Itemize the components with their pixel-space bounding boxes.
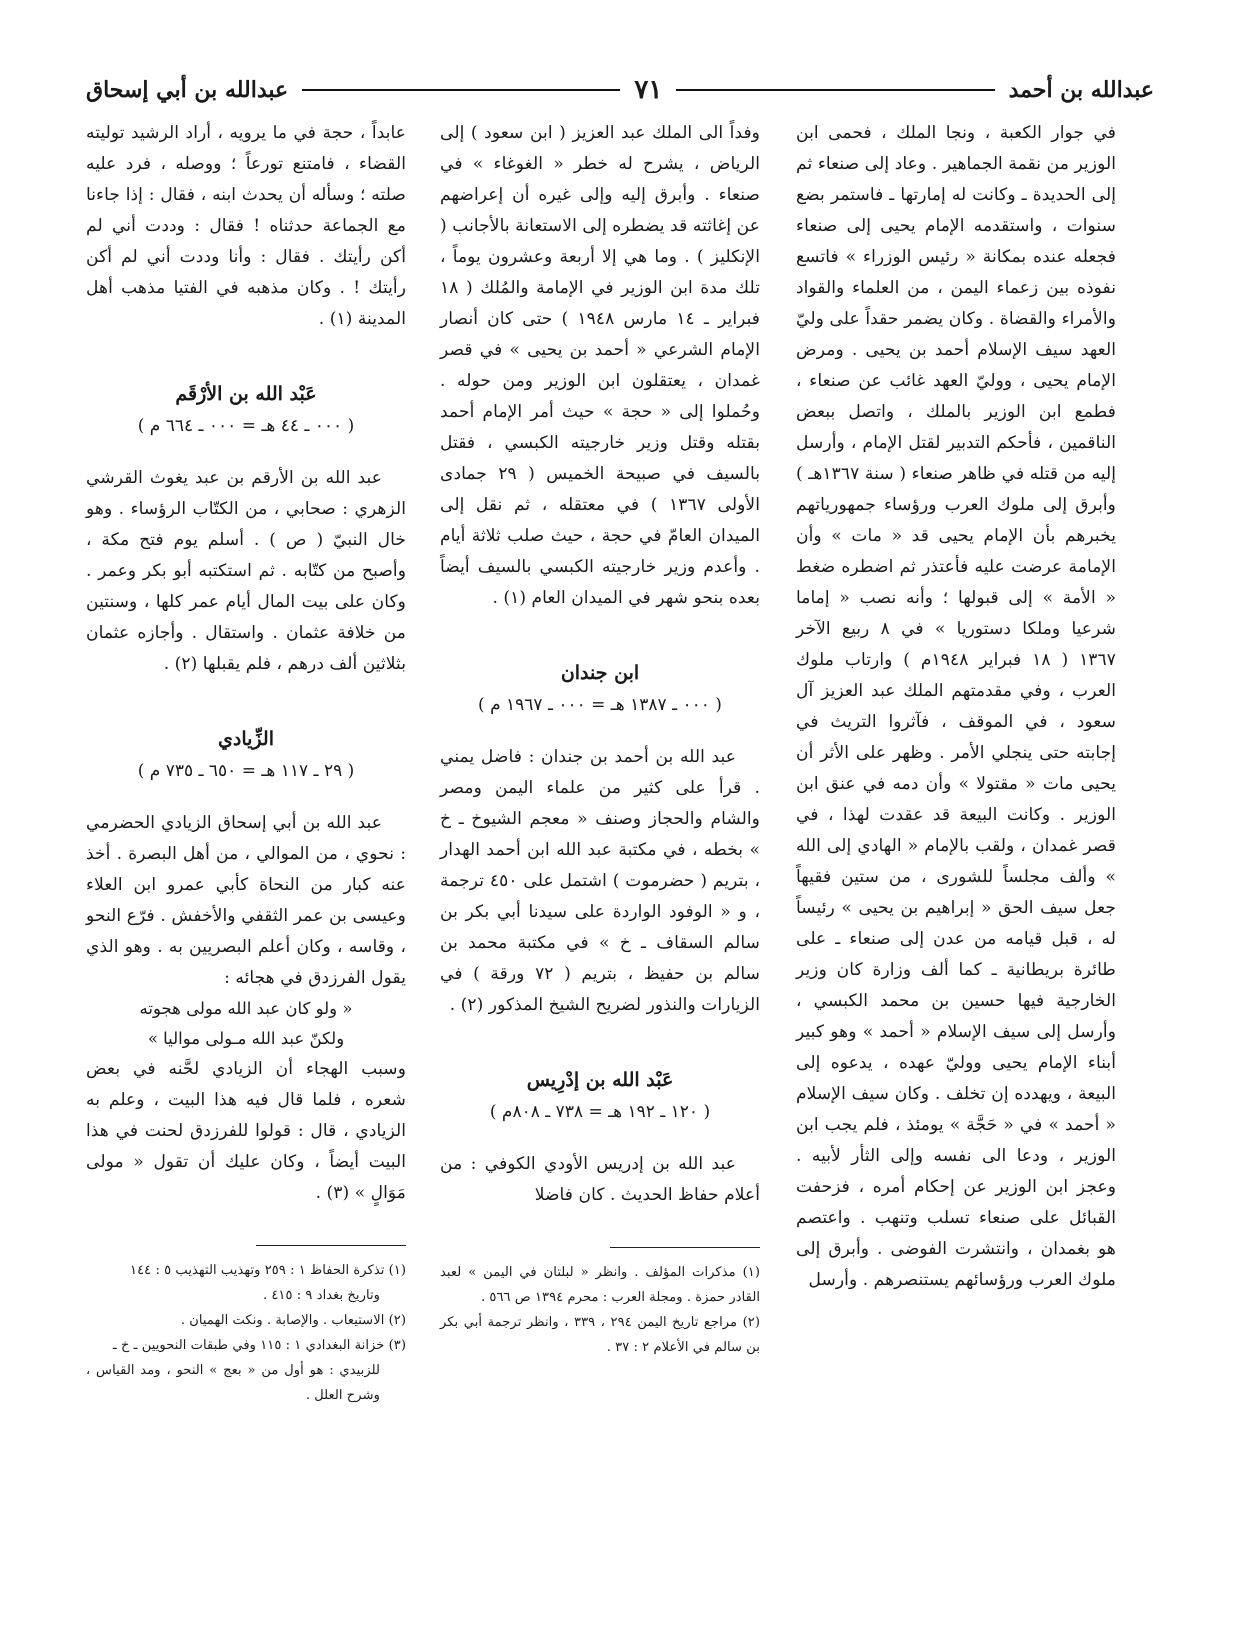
header-title-right: عبدالله بن أحمد <box>1008 77 1154 103</box>
entry-text-alziyadi-continued: وسبب الهجاء أن الزيادي لحَّنه في بعض شعره ، فلما قال فيه هذا البيت ، وعلم به الزيادي ، قال : قولوا للفرزدق لحنت في هذا البيت أيضاً ، وكان عليك أن تقول « مولى مَوَالٍ » (٣) . <box>86 1059 406 1203</box>
footnote-left-3: (٣) خزانة البغدادي ١ : ١١٥ وفي طبقات النحويين ـ خ ـ <box>112 1338 406 1353</box>
footnote-rule-middle <box>610 1247 760 1248</box>
entry-text-ibn-idris: عبد الله بن إدريس الأودي الكوفي : من أعلام حفاظ الحديث . كان فاضلا <box>440 1154 760 1205</box>
header-rule-right <box>676 89 994 91</box>
footnote-middle-1: (١) مذكرات المؤلف . وانظر « لبلتان في اليمن » لعبد القادر حمزة . ومجلة العرب : محرم ١٣٩٤ ص ٥٦٦ . <box>440 1265 760 1305</box>
column-left <box>86 118 406 1628</box>
column-right <box>796 118 1116 1628</box>
column-left-text: عابداً ، حجة في ما يرويه ، أراد الرشيد توليته القضاء ، فامتنع تورعاً ؛ ووصله ، فرد عليه صلته ؛ وسأله أن يحدث ابنه ، فقال : إذا جاءنا مع الجماعة حدثناه ! فقال : وددت أني لم أكن رأيتك . فقال : وأنا وددت أني لم أكن رأيتك ! . وكان مذهبه في الفتيا مذهب أهل المدينة (١) . <box>86 123 406 329</box>
footnote-middle-2: (٢) مراجع تاريخ اليمن ٢٩٤ ، ٣٣٩ ، وانظر ترجمة أبي بكر بن سالم في الأعلام ٢ : ٣٧ . <box>440 1315 760 1355</box>
footnotes-left <box>86 1258 406 1408</box>
footnote-rule-left <box>256 1245 406 1246</box>
footnote-left-1-continued: وتاريخ بغداد ٩ : ٤١٥ . <box>262 1288 380 1303</box>
entry-dates-ibn-jundan: ( ٠٠٠ ـ ١٣٨٧ هـ = ٠٠٠ ـ ١٩٦٧ م ) <box>478 695 722 715</box>
entry-dates-ibn-idris: ( ١٢٠ ـ ١٩٢ هـ = ٧٣٨ ـ ٨٠٨م ) <box>489 1102 711 1122</box>
entry-title-ibn-alarqam: عَبْد الله بن الأرْقَم <box>175 383 317 405</box>
footnote-left-3-continued: للزبيدي : هو أول من « بعج » النحو ، ومد القياس ، وشرح العلل . <box>86 1363 380 1403</box>
page-number: ٧١ <box>634 75 663 105</box>
entry-text-ibn-jundan: عبد الله بن أحمد بن جندان : فاضل يمني . قرأ على كثير من علماء اليمن ومصر والشام والحجاز وصنف « معجم الشيوخ ـ خ » بخطه ، في مكتبة عبد الله ابن أحمد الهدار ، بتريم ( حضرموت ) اشتمل على ٤٥٠ ترجمة ، و « الوفود الواردة على سيدنا أبي بكر بن سالم السقاف ـ خ » في مكتبة محمد بن سالم بن حفيظ ، بتريم ( ٧٢ ورقة ) في الزيارات والنذور لضريح الشيخ المذكور (٢) . <box>440 747 761 1015</box>
footnote-left-2: (٢) الاستيعاب . والإصابة . ونكت الهميان . <box>180 1313 406 1328</box>
column-middle <box>440 118 760 1628</box>
entry-title-ibn-jundan: ابن جندان <box>560 662 640 684</box>
entry-dates-alziyadi: ( ٢٩ ـ ١١٧ هـ = ٦٥٠ ـ ٧٣٥ م ) <box>137 761 355 781</box>
verse-line-1: « ولو كان عبد الله مولى هجوته <box>139 999 353 1018</box>
entry-text-ibn-alarqam: عبد الله بن الأرقم بن عبد يغوث القرشي الزهري : صحابي ، من الكتّاب الرؤساء . وهو خال النبيّ ( ص ) . أسلم يوم فتح مكة ، وأصبح من كتّابه . ثم استكتبه أبو بكر وعمر . وكان على بيت المال أيام عمر كلها ، وسنتين من خلافة عثمان . واستقال . وأجازه عثمان بثلاثين ألف درهم ، فلم يقبلها (٢) . <box>86 468 406 674</box>
entry-text-alziyadi: عبد الله بن أبي إسحاق الزيادي الحضرمي : نحوي ، من الموالي ، من أهل البصرة . أخذ عنه كبار من النحاة كأبي عمرو ابن العلاء وعيسى بن عمر الثقفي والأخفش . فرّع النحو ، وقاسه ، وكان أعلم البصريين به . وهو الذي يقول الفرزدق في هجائه : <box>86 813 406 988</box>
running-header <box>86 70 1154 110</box>
footnotes-middle <box>440 1260 760 1360</box>
header-title-left: عبدالله بن أبي إسحاق <box>86 77 289 103</box>
column-middle-text: وفداً الى الملك عبد العزيز ( ابن سعود ) إلى الرياض ، يشرح له خطر « الغوغاء » في صنعاء . وأبرق إليه وإلى غيره أن إعراضهم عن إغاثته قد يضطره إلى الاستعانة بالأجانب ( الإنكليز ) . وما هي إلا أربعة وعشرون يوماً ، تلك مدة ابن الوزير في الإمامة والمُلك ( ١٨ فبراير ـ ١٤ مارس ١٩٤٨ ) حتى كان أنصار الإمام الشرعي « أحمد بن يحيى » في قصر غمدان ، يعتقلون ابن الوزير ومن حوله . وحُملوا إلى « حجة » حيث أمر الإمام أحمد بقتله وقتل وزير خارجيته الكبسي ، فقتل بالسيف في صبيحة الخميس ( ٢٩ جمادى الأولى ١٣٦٧ ) في معتقله ، ثم نقل إلى الميدان العامّ في حجة ، حيث صلب ثلاثة أيام . وأعدم وزير خارجيته الكبسي بالسيف أيضاً بعده بنحو شهر في الميدان العام (١) . <box>440 123 760 608</box>
entry-title-alziyadi: الزِّيادي <box>218 728 274 750</box>
verse-line-2: ولكنّ عبد الله مـولى مواليا » <box>147 1029 345 1048</box>
entry-dates-ibn-alarqam: ( ٠٠٠ ـ ٤٤ هـ = ٠٠٠ ـ ٦٦٤ م ) <box>137 416 355 436</box>
header-rule-left <box>302 89 620 91</box>
column-right-text: في جوار الكعبة ، ونجا الملك ، فحمى ابن الوزير من نقمة الجماهير . وعاد إلى صنعاء ثم إلى الحديدة ـ وكانت له إمارتها ـ فاستمر بضع سنوات ، واستقدمه الإمام يحيى إلى صنعاء فجعله عنده بمكانة « رئيس الوزراء » فاتسع نفوذه بين زعماء اليمن ، من العلماء والقواد والأمراء والقضاة . وكان يضمر حقداً على وليّ العهد سيف الإسلام أحمد بن يحيى . ومرض الإمام يحيى ، ووليّ العهد غائب عن صنعاء ، فطمع ابن الوزير بالملك ، واتصل ببعض الناقمين ، فأحكم التدبير لقتل الإمام ، وأرسل إليه من قتله في ظاهر صنعاء ( سنة ١٣٦٧هـ ) وأبرق إلى ملوك العرب ورؤساء جمهورياتهم يخبرهم بأن الإمام يحيى قد « مات » وأن الإمامة عرضت عليه فأعتذر ثم اضطره ضغط « الأمة » إلى قبولها ؛ وأنه نصب « إماما شرعيا وملكا دستوريا » في ٨ ربيع الآخر ١٣٦٧ ( ١٨ فبراير ١٩٤٨م ) وارتاب ملوك العرب ، وفي مقدمتهم الملك عبد العزيز آل سعود ، في الموقف ، فآثروا التريث في إجابته حتى ينجلي الأمر . وظهر على الأثر أن يحيى مات « مقتولا » وأن دمه في عنق ابن الوزير . وكانت البيعة قد عقدت لهذا ، في قصر غمدان ، ولقب بالإمام « الهادي إلى الله » وألف مجلساً للشورى ، من ستين فقيهاً جعل سيف الحق « إبراهيم بن يحيى » رئيساً له ، قبل قيامه من عدن إلى صنعاء ـ على طائرة بريطانية ـ كما ألف وزارة كان وزير الخارجية فيها حسين بن محمد الكبسي ، وأرسل إلى سيف الإسلام « أحمد » وهو كبير أبناء الإمام يحيى ووليّ عهده ، يدعوه إلى البيعة ، ويهدده إن تخلف . وكان سيف الإسلام « أحمد » في « حَجَّة » يومئذ ، فلم يجب ابن الوزير ، ودعا الى نفسه وإلى الثأر لأبيه . وعجز ابن الوزير عن إحكام أمره ، فزحفت القبائل على صنعاء تسلب وتنهب . واعتصم هو بغمدان ، وانتشرت الفوضى . وأبرق إلى ملوك العرب ورؤسائهم يستنصرهم . وأرسل <box>796 123 1117 1290</box>
entry-title-ibn-idris: عَبْد الله بن إدْرِيس <box>526 1069 674 1091</box>
footnote-left-1: (١) تذكرة الحفاظ ١ : ٢٥٩ وتهذيب التهذيب ٥ : ١٤٤ <box>130 1263 406 1278</box>
